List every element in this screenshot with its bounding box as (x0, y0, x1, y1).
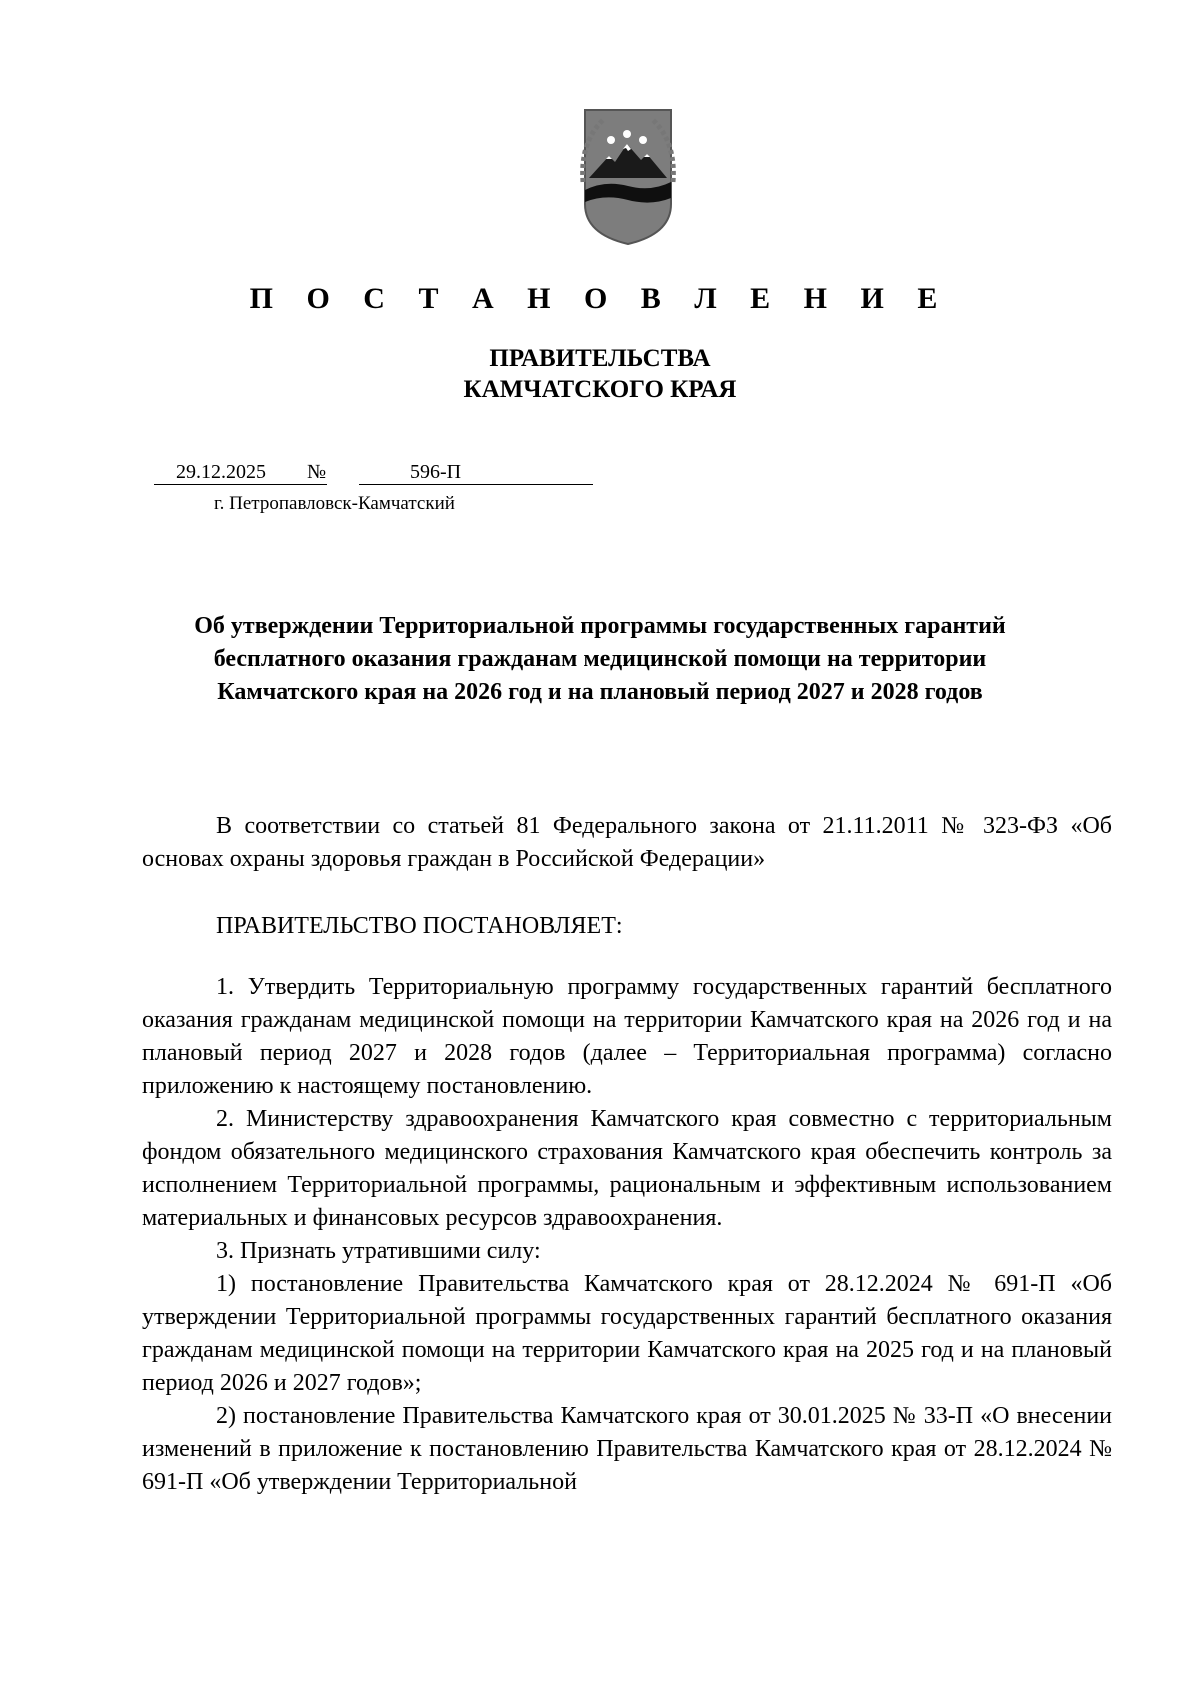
paragraph-2: 2. Министерству здравоохранения Камчатского края совместно с территориальным фондом обязательного медицинского страхования Камчатского края обеспечить контроль за исполнением Территориальной программы, рациональным и эффективным использованием материальных и финансовых ресурсов здравоохранения. (142, 1106, 1112, 1231)
number-sign: № (307, 461, 327, 483)
resolution-items (142, 971, 1112, 1499)
legal-basis-paragraph (142, 810, 1112, 876)
document-date: 29.12.2025 (176, 461, 266, 483)
issuer-name (0, 343, 1200, 405)
document-number: 596-П (410, 461, 462, 483)
date-underline (154, 484, 327, 485)
legal-basis-text: В соответствии со статьей 81 Федерального закона от 21.11.2011 № 323-ФЗ «Об основах охраны здоровья граждан в Российской Федерации» (142, 813, 1112, 872)
paragraph-3-item-2: 2) постановление Правительства Камчатского края от 30.01.2025 № 33-П «О внесении изменений в приложение к постановлению Правительства Камчатского края от 28.12.2024 № 691-П «Об утверждении Территориальной (142, 1403, 1112, 1495)
decree-clause (142, 910, 1112, 943)
issue-city: г. Петропавловск-Камчатский (214, 493, 455, 514)
document-heading: Об утверждении Территориальной программы государственных гарантий бесплатного оказания гражданам медицинской помощи на территории Камчатского края на 2026 год и на плановый период 2027 и 2028 годов (194, 613, 1006, 705)
paragraph-3-item-1: 1) постановление Правительства Камчатского края от 28.12.2024 № 691-П «Об утверждении Территориальной программы государственных гарантий бесплатного оказания гражданам медицинской помощи на территории Камчатского края на 2025 год и на плановый период 2026 и 2027 годов»; (142, 1271, 1112, 1396)
issuer-line-2: КАМЧАТСКОГО КРАЯ (463, 376, 737, 403)
issuer-line-1: ПРАВИТЕЛЬСТВА (489, 345, 711, 372)
number-underline (359, 484, 593, 485)
paragraph-1: 1. Утвердить Территориальную программу государственных гарантий бесплатного оказания гражданам медицинской помощи на территории Камчатского края на 2026 год и на плановый период 2027 и 2028 годов (далее – Территориальная программа) согласно приложению к настоящему постановлению. (142, 974, 1112, 1099)
paragraph-3: 3. Признать утратившими силу: (216, 1238, 541, 1264)
kamchatka-coat-of-arms-emblem (575, 106, 681, 246)
document-type-title: П О С Т А Н О В Л Е Н И Е (249, 282, 951, 315)
decree-text: ПРАВИТЕЛЬСТВО ПОСТАНОВЛЯЕТ: (216, 913, 623, 939)
